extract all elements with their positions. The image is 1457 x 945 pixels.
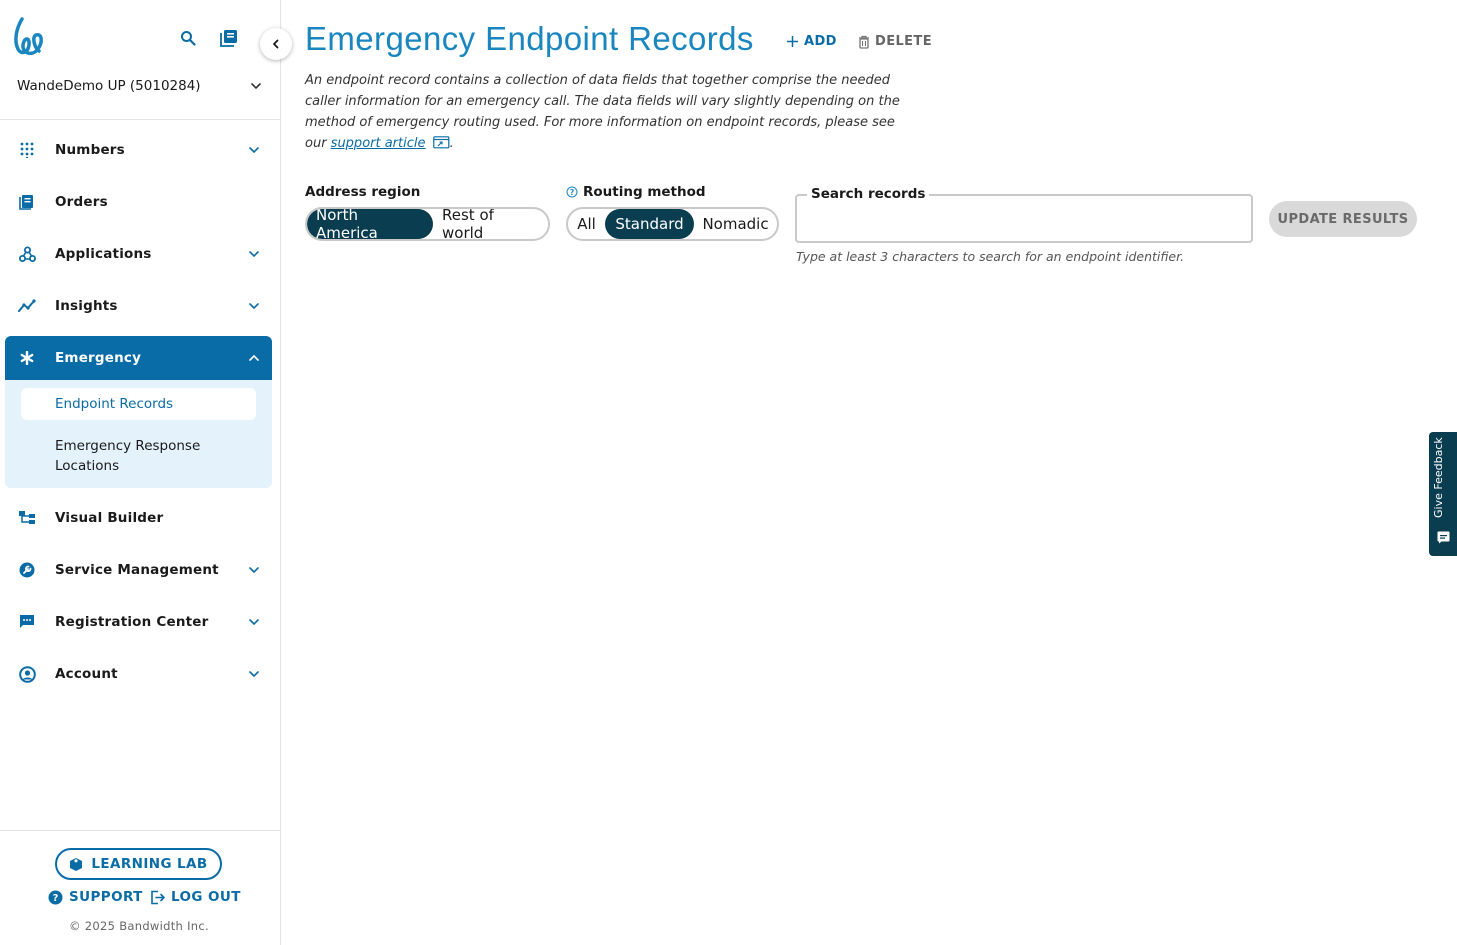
chat-icon <box>18 613 36 631</box>
bandwidth-logo-icon[interactable] <box>12 15 48 57</box>
routing-option-nomadic[interactable]: Nomadic <box>702 215 769 233</box>
give-feedback-tab[interactable] <box>1429 432 1457 556</box>
update-results-label: UPDATE RESULTS <box>1277 211 1409 227</box>
nav-item-orders[interactable] <box>5 180 272 224</box>
add-label: ADD <box>804 34 837 49</box>
feedback-icon <box>1437 531 1450 544</box>
svg-text:?: ? <box>569 187 575 197</box>
help-circle-icon <box>48 890 63 905</box>
give-feedback-label: Give Feedback <box>1432 437 1445 518</box>
learning-lab-label: LEARNING LAB <box>91 856 208 872</box>
dialpad-icon <box>18 141 36 159</box>
chevron-left-icon <box>271 39 281 49</box>
divider <box>0 119 280 120</box>
logout-icon <box>150 890 165 905</box>
chevron-down-icon <box>248 248 260 260</box>
nav-item-registration-center[interactable] <box>5 600 272 644</box>
nav-item-insights[interactable] <box>5 284 272 328</box>
search-records-input[interactable] <box>809 210 1239 230</box>
delete-label: DELETE <box>875 34 932 49</box>
svg-text:?: ? <box>52 892 59 904</box>
add-button[interactable] <box>786 34 837 49</box>
page-description <box>305 70 915 154</box>
open-in-new-window-icon <box>433 136 450 149</box>
address-region-label: Address region <box>305 184 421 200</box>
nav-label-emergency: Emergency <box>55 350 142 366</box>
delete-button[interactable] <box>858 34 932 49</box>
nav-label-visual-builder: Visual Builder <box>55 510 164 526</box>
search-records-label: Search records <box>807 186 929 202</box>
account-select[interactable] <box>17 76 262 96</box>
sidebar-footer <box>0 830 280 945</box>
routing-option-standard[interactable]: Standard <box>605 209 694 239</box>
nav-item-emergency[interactable] <box>5 336 272 380</box>
nav-label-orders: Orders <box>55 194 108 210</box>
logout-label: LOG OUT <box>171 889 241 905</box>
asterisk-icon <box>18 349 36 367</box>
nav-item-account[interactable] <box>5 652 272 696</box>
learning-lab-icon <box>69 857 83 871</box>
nav-label-numbers: Numbers <box>55 142 125 158</box>
support-article-link[interactable]: support article <box>330 136 426 151</box>
search-helper-text: Type at least 3 characters to search for an endpoint identifier. <box>796 249 1185 264</box>
nav-label-account: Account <box>55 666 118 682</box>
nav-label-insights: Insights <box>55 298 118 314</box>
support-label: SUPPORT <box>69 889 143 905</box>
trash-icon <box>858 35 870 49</box>
plus-icon <box>786 35 799 48</box>
page-title: Emergency Endpoint Records <box>305 20 754 57</box>
nav-label-registration-center: Registration Center <box>55 614 209 630</box>
main-content <box>281 0 1457 945</box>
copyright: © 2025 Bandwidth Inc. <box>69 919 209 933</box>
routing-method-toggle <box>566 207 779 241</box>
collapse-sidebar-button[interactable] <box>260 28 292 60</box>
nav-label-service-management: Service Management <box>55 562 219 578</box>
routing-option-all[interactable]: All <box>577 215 596 233</box>
subitem-emergency-response-locations[interactable]: Emergency Response Locations <box>55 438 201 474</box>
update-results-button[interactable] <box>1269 201 1417 237</box>
chevron-down-icon <box>248 300 260 312</box>
subitem-endpoint-records[interactable]: Endpoint Records <box>21 388 256 420</box>
help-circle-icon[interactable] <box>566 186 578 198</box>
address-option-north-america[interactable]: North America <box>307 209 433 239</box>
applications-icon <box>18 245 36 263</box>
library-books-icon[interactable] <box>219 28 239 48</box>
chevron-down-icon <box>248 144 260 156</box>
support-link[interactable] <box>48 889 143 905</box>
routing-method-label: Routing method <box>583 184 706 200</box>
routing-method-label-row <box>566 184 706 200</box>
nav-item-numbers[interactable] <box>5 128 272 172</box>
logout-link[interactable] <box>150 889 241 905</box>
address-option-rest-of-world[interactable]: Rest of world <box>442 207 494 241</box>
sidebar <box>0 0 281 945</box>
wrench-icon <box>18 561 36 579</box>
address-region-toggle <box>305 207 550 241</box>
search-icon[interactable] <box>178 28 198 48</box>
chevron-down-icon <box>250 80 262 92</box>
chevron-down-icon <box>248 668 260 680</box>
orders-icon <box>18 193 36 211</box>
insights-icon <box>18 297 36 315</box>
visual-builder-icon <box>18 509 36 527</box>
emergency-submenu <box>5 380 272 488</box>
chevron-down-icon <box>248 564 260 576</box>
nav-item-service-management[interactable] <box>5 548 272 592</box>
chevron-up-icon <box>248 352 260 364</box>
search-records-field <box>795 186 1253 243</box>
account-name: WandeDemo UP (5010284) <box>17 78 201 94</box>
nav-label-applications: Applications <box>55 246 152 262</box>
description-text: An endpoint record contains a collection of data fields that together comprise the needed caller information for an emergency call. The data fields will vary slightly depending on the method of emergency routing used. For more information on endpoint records, please see our <box>305 73 900 151</box>
nav-item-applications[interactable] <box>5 232 272 276</box>
description-end: . <box>449 136 454 151</box>
account-circle-icon <box>18 665 36 683</box>
nav-item-visual-builder[interactable] <box>5 496 272 540</box>
learning-lab-button[interactable] <box>55 848 222 880</box>
chevron-down-icon <box>248 616 260 628</box>
